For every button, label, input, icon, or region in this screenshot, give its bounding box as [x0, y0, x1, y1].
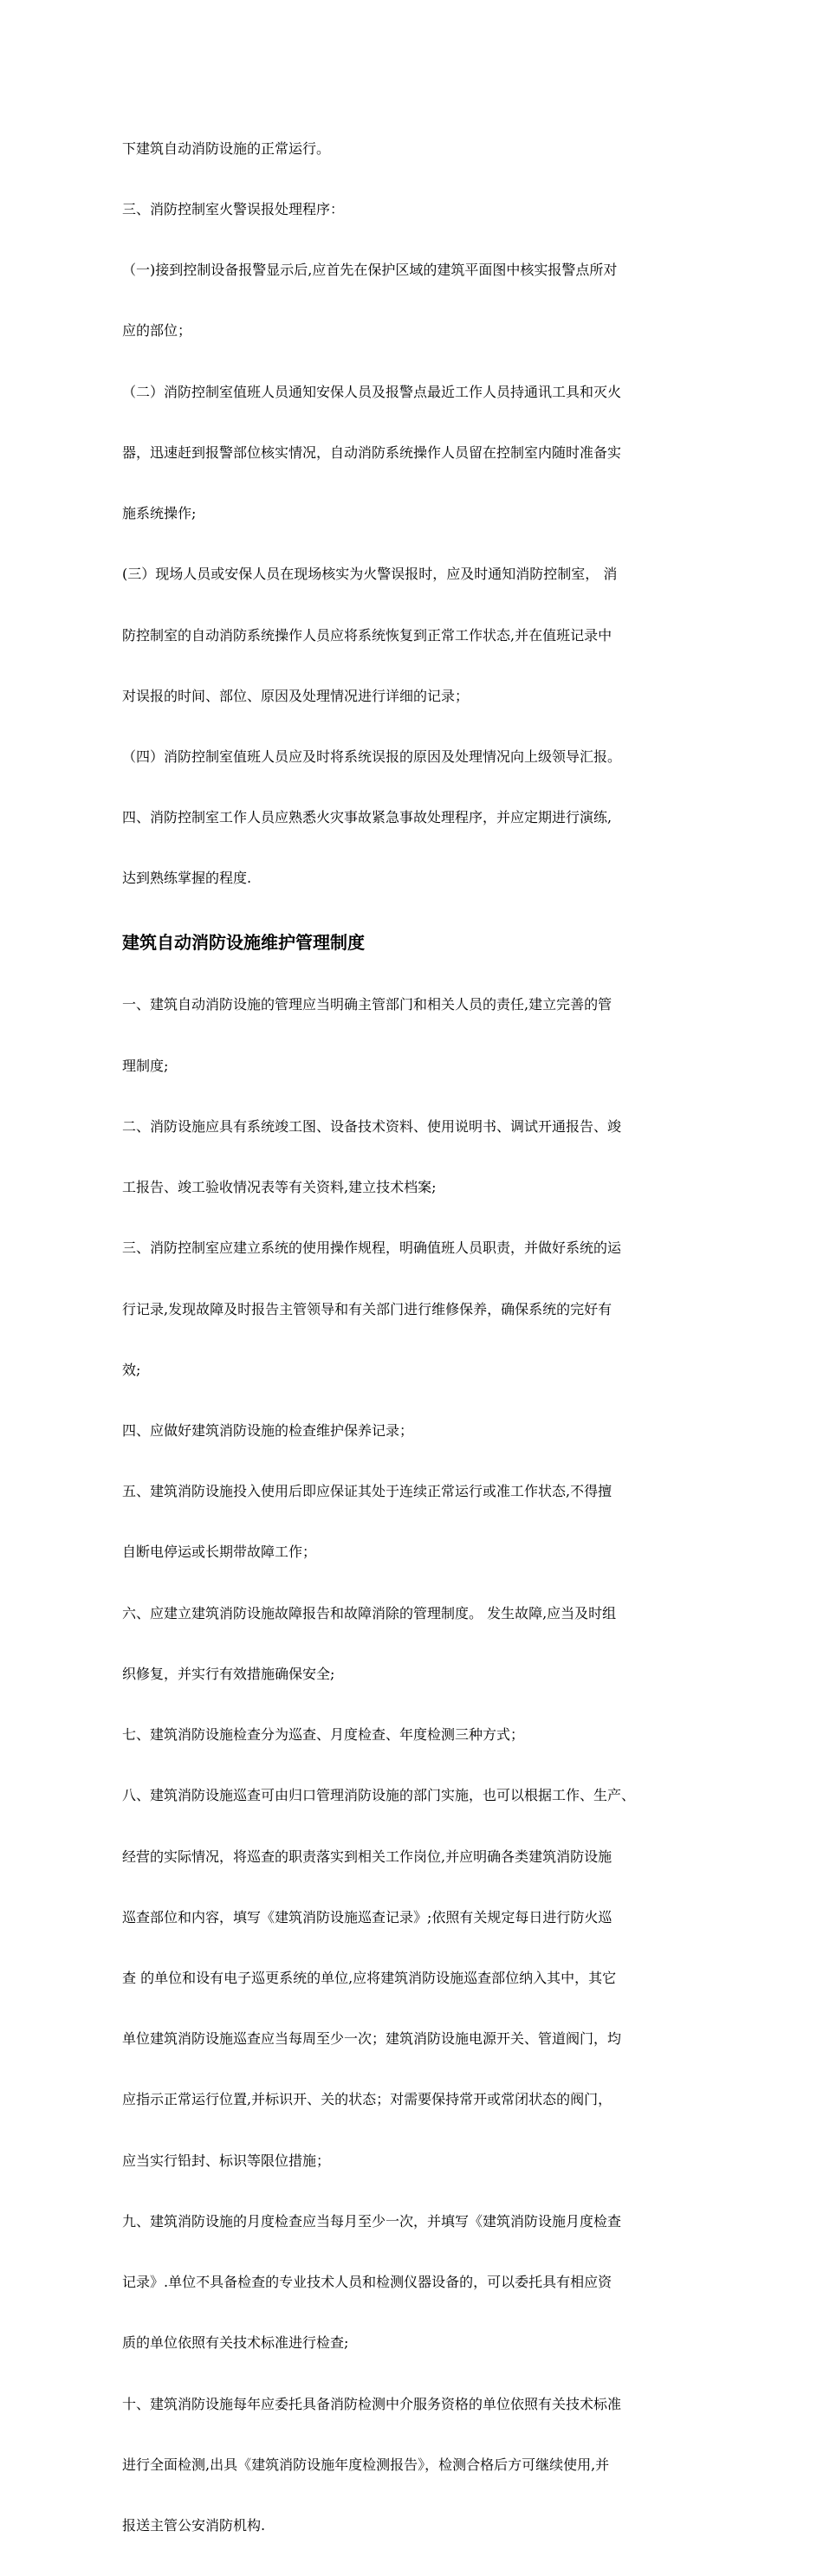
text-line: 九、建筑消防设施的月度检查应当每月至少一次，并填写《建筑消防设施月度检查	[122, 2212, 622, 2230]
text-line: 单位建筑消防设施巡查应当每周至少一次；建筑消防设施电源开关、管道阀门，均	[122, 2030, 622, 2048]
document-page	[122, 98, 704, 2576]
text-line: 三、消防控制室火警误报处理程序：	[122, 201, 345, 218]
maintenance-rules-section	[122, 955, 704, 2576]
text-line: 七、建筑消防设施检查分为巡查、月度检查、年度检测三种方式；	[122, 1726, 525, 1744]
text-line: 效;	[122, 1361, 141, 1378]
text-line: 四、消防控制室工作人员应熟悉火灾事故紧急事故处理程序，并应定期进行演练,	[122, 809, 612, 826]
text-line: (三）现场人员或安保人员在现场核实为火警误报时，应及时通知消防控制室， 消	[122, 566, 618, 583]
text-line: 应的部位；	[122, 322, 192, 340]
text-line: 器，迅速赶到报警部位核实情况，自动消防系统操作人员留在控制室内随时准备实	[122, 443, 622, 461]
text-line: 对误报的时间、部位、原因及处理情况进行详细的记录；	[122, 687, 470, 704]
text-line: 施系统操作;	[122, 505, 197, 522]
text-line: 质的单位依照有关技术标准进行检查;	[122, 2334, 349, 2352]
text-line: 一、建筑自动消防设施的管理应当明确主管部门和相关人员的责任,建立完善的管	[122, 996, 612, 1013]
text-line: 进行全面检测,出具《建筑消防设施年度检测报告》，检测合格后方可继续使用,并	[122, 2456, 610, 2473]
text-line: 应指示正常运行位置,并标识开、关的状态；对需要保持常开或常闭状态的阀门，	[122, 2091, 612, 2108]
text-line: 织修复，并实行有效措施确保安全;	[122, 1665, 335, 1682]
text-line: 六、应建立建筑消防设施故障报告和故障消除的管理制度。 发生故障,应当及时组	[122, 1604, 617, 1621]
text-line: 四、应做好建筑消防设施的检查维护保养记录；	[122, 1422, 414, 1439]
text-line: 十、建筑消防设施每年应委托具备消防检测中介服务资格的单位依照有关技术标准	[122, 2395, 622, 2412]
text-line: 行记录,发现故障及时报告主管领导和有关部门进行维修保养，确保系统的完好有	[122, 1300, 612, 1317]
text-line: 二、消防设施应具有系统竣工图、设备技术资料、使用说明书、调试开通报告、竣	[122, 1117, 622, 1135]
text-line: 下建筑自动消防设施的正常运行。	[122, 139, 331, 157]
fire-alarm-procedure-section	[122, 98, 704, 929]
text-line: 经营的实际情况，将巡查的职责落实到相关工作岗位,并应明确各类建筑消防设施	[122, 1848, 612, 1865]
text-line: 达到熟练掌握的程度.	[122, 870, 252, 887]
text-line: 自断电停运或长期带故障工作；	[122, 1544, 317, 1561]
text-line: 理制度;	[122, 1057, 169, 1074]
section-heading: 建筑自动消防设施维护管理制度	[122, 931, 365, 953]
text-line: （一)接到控制设备报警显示后,应首先在保护区域的建筑平面图中核实报警点所对	[122, 262, 618, 279]
text-line: 记录》.单位不具备检查的专业技术人员和检测仪器设备的，可以委托具有相应资	[122, 2274, 612, 2291]
text-line: 工报告、竣工验收情况表等有关资料,建立技术档案;	[122, 1179, 437, 1196]
text-line: 五、建筑消防设施投入使用后即应保证其处于连续正常运行或准工作状态,不得擅	[122, 1483, 612, 1500]
text-line: 防控制室的自动消防系统操作人员应将系统恢复到正常工作状态,并在值班记录中	[122, 626, 612, 644]
text-line: 巡查部位和内容，填写《建筑消防设施巡查记录》;依照有关规定每日进行防火巡	[122, 1908, 612, 1926]
text-line: 查 的单位和设有电子巡更系统的单位,应将建筑消防设施巡查部位纳入其中，其它	[122, 1969, 617, 1986]
text-line: 三、消防控制室应建立系统的使用操作规程，明确值班人员职责，并做好系统的运	[122, 1239, 622, 1257]
text-line: （四）消防控制室值班人员应及时将系统误报的原因及处理情况向上级领导汇报。	[122, 748, 622, 765]
text-line: 报送主管公安消防机构.	[122, 2516, 266, 2534]
text-line: 八、建筑消防设施巡查可由归口管理消防设施的部门实施，也可以根据工作、生产、	[122, 1787, 636, 1804]
text-line: （二）消防控制室值班人员通知安保人员及报警点最近工作人员持通讯工具和灭火	[122, 383, 622, 400]
text-line: 应当实行铅封、标识等限位措施；	[122, 2152, 331, 2169]
